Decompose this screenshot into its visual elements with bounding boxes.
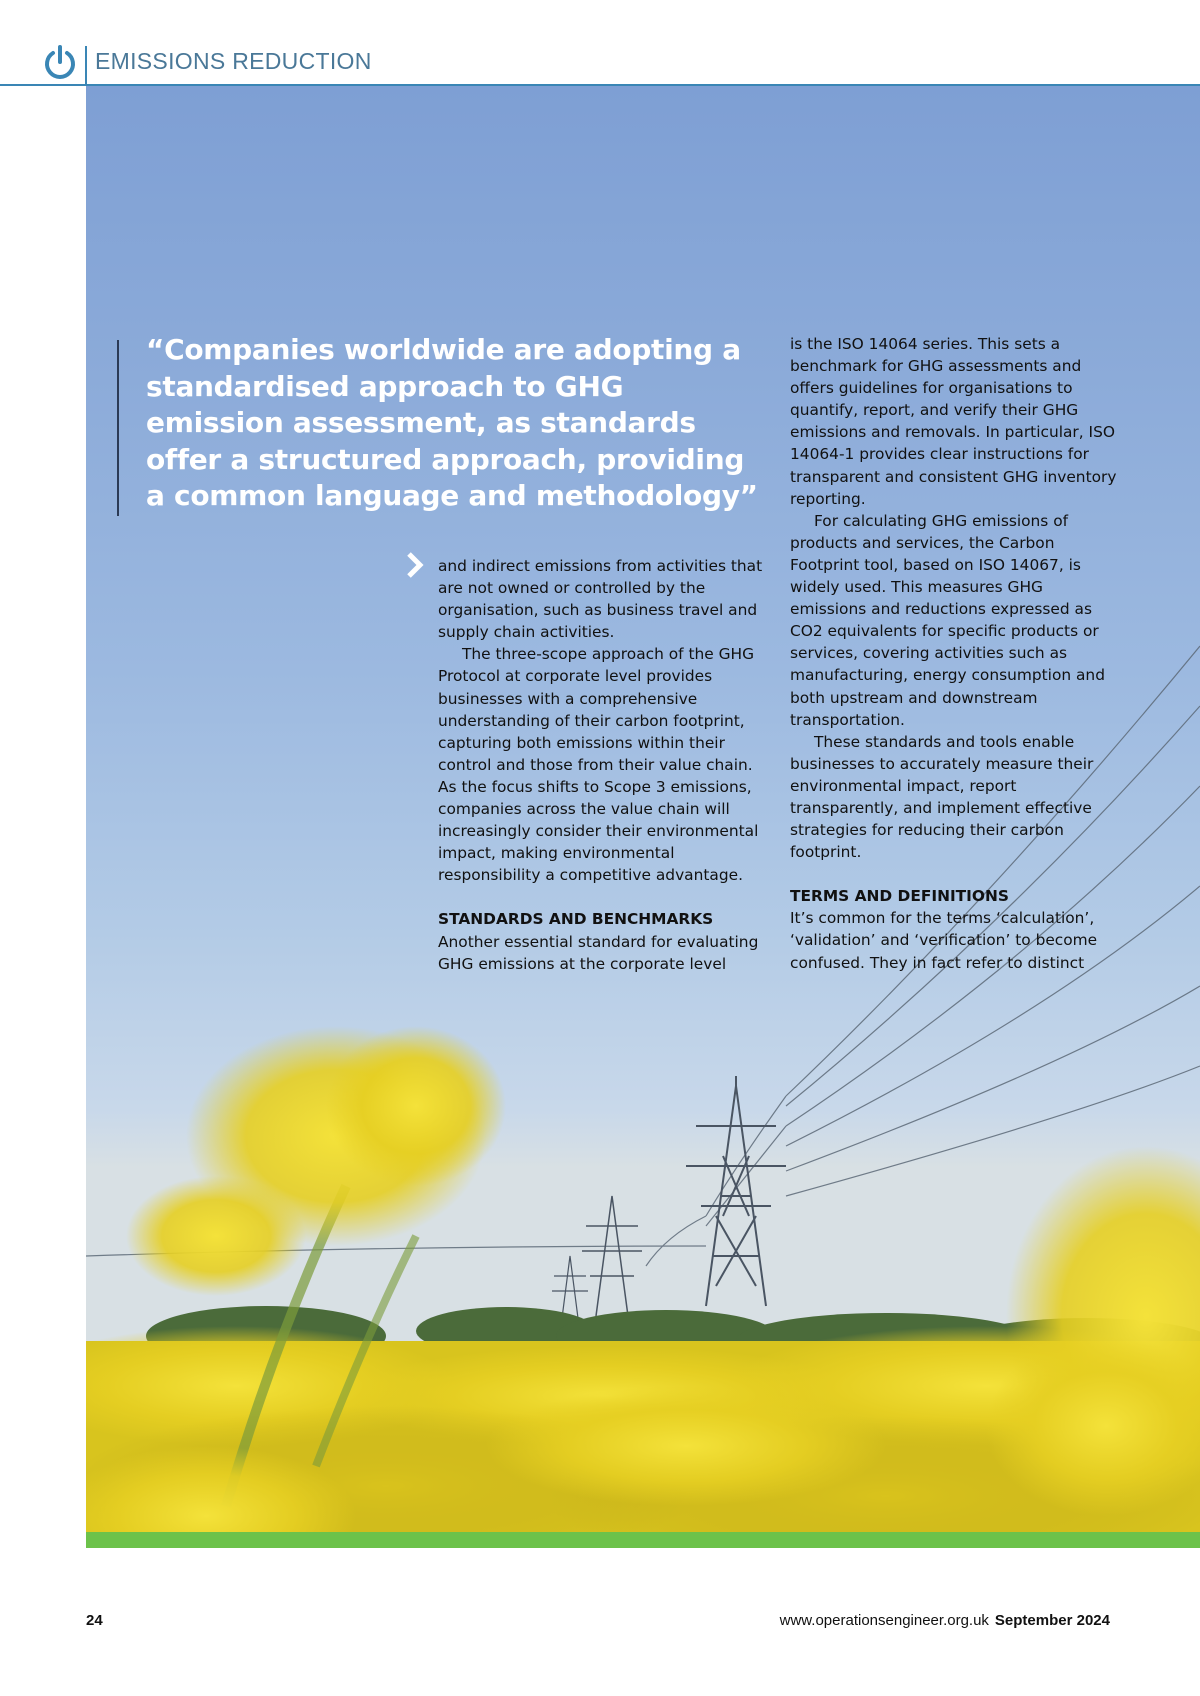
chevron-right-icon — [405, 551, 425, 579]
green-band — [86, 1532, 1200, 1548]
header-divider — [85, 46, 87, 86]
paragraph: The three-scope approach of the GHG Protocol at corporate level provides businesses with a comprehensive understanding of their carbon footprint, capturing both emissions within their control and those from their value chain. As the focus shifts to Scope 3 emissions, companies across the value chain will increasingly consider their environmental impact, making environmental responsibility a competitive advantage. — [438, 645, 759, 885]
subheading-terms: TERMS AND DEFINITIONS — [790, 887, 1009, 906]
footer-info — [780, 1612, 1110, 1629]
page-number: 24 — [86, 1612, 103, 1629]
paragraph: Another essential standard for evaluating GHG emissions at the corporate level — [438, 932, 759, 973]
paragraph: For calculating GHG emissions of products and services, the Carbon Footprint tool, based on ISO 14067, is widely used. This measures GHG emissions and reductions expressed as CO2 equivalents for specific products or services, covering activities such as manufacturing, energy consumption and both upstream and downstream transportation. — [790, 511, 1105, 729]
issue-date: September 2024 — [994, 1612, 1110, 1629]
website-link[interactable]: www.operationsengineer.org.uk — [779, 1612, 989, 1629]
paragraph: It’s common for the terms ‘calculation’, ‘validation’ and ‘verification’ to become confused. They in fact refer to distinct — [790, 909, 1098, 972]
power-icon — [42, 44, 78, 80]
article-column-2 — [790, 333, 1120, 974]
article-column-1 — [438, 555, 768, 975]
paragraph: These standards and tools enable businesses to accurately measure their environmental impact, report transparently, and implement effective strategies for reducing their carbon footprint. — [790, 732, 1094, 862]
pull-quote: “Companies worldwide are adopting a standardised approach to GHG emission assessment, as standards offer a structured approach, providing a common language and methodology” — [146, 333, 758, 512]
pylons — [552, 1076, 786, 1326]
pull-quote-rule — [117, 340, 119, 516]
page-header — [0, 40, 1200, 86]
paragraph: and indirect emissions from activities that are not owned or controlled by the organisation, such as business travel and supply chain activities. — [438, 557, 763, 642]
paragraph: is the ISO 14064 series. This sets a benchmark for GHG assessments and offers guidelines for organisations to quantify, report, and verify their GHG emissions and removals. In particular, ISO 14064-1 provides clear instructions for transparent and consistent GHG inventory reporting. — [790, 335, 1117, 508]
subheading-standards: STANDARDS AND BENCHMARKS — [438, 910, 714, 929]
section-title: EMISSIONS REDUCTION — [95, 48, 372, 74]
